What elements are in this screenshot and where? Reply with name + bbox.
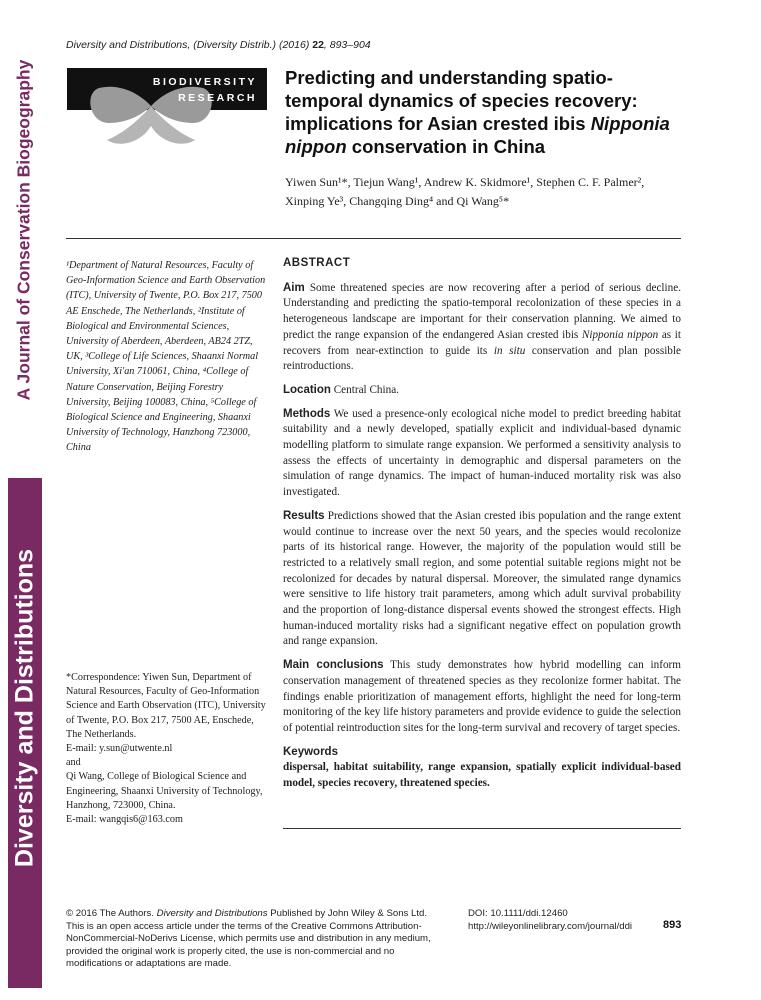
correspondence <box>66 671 266 827</box>
article-title <box>285 66 685 158</box>
journal-volume: 22 <box>312 39 324 51</box>
aim-text-2: as it recovers from near-extinction to guide its <box>283 328 681 357</box>
journal-pages: , 893–904 <box>323 39 371 51</box>
spine-subtitle: A Journal of Conservation Biogeography <box>13 59 34 401</box>
section-logo <box>67 68 267 152</box>
title-text: Predicting and understanding spatio-temporal dynamics of species recovery: implications for Asian crested ibis <box>285 67 638 134</box>
abstract-divider <box>283 828 681 829</box>
aim-text-3: conservation and plan possible reintroductions. <box>283 344 681 373</box>
methods-label: Methods <box>283 407 331 420</box>
copyright-notice <box>66 908 444 971</box>
spine-journal-name: Diversity and Distributions <box>10 548 39 868</box>
journal-citation-prefix: Diversity and Distributions, (Diversity Distrib.) (2016) <box>66 39 313 51</box>
affiliations: ¹Department of Natural Resources, Faculty of Geo-Information Science and Earth Observation (ITC), University of Twente, P.O. Box 217, 7500 AE Enschede, The Netherlands, ²Institute of Biological and Environmental Sciences, University of Aberdeen, Aberdeen, AB24 2TZ, UK, ³College of Life Sciences, Shaanxi Normal University, Xi'an 710061, China, ⁴College of Nature Conservation, Beijing Forestry University, Beijing 100083, China, ⁵College of Biological Science and Engineering, Shaanxi University of Technology, Hanzhong 723000, China <box>66 260 266 454</box>
results-label: Results <box>283 509 325 522</box>
logo-label-biodiversity: BIODIVERSITY <box>152 76 257 88</box>
abstract-heading: ABSTRACT <box>283 257 351 269</box>
location-label: Location <box>283 383 331 396</box>
correspondence-email-2[interactable]: E-mail: wangqis6@163.com <box>66 814 183 826</box>
methods-text: We used a presence-only ecological niche model to predict breeding habitat suitability and a newly developed, spatially explicit and individual-based dynamic modelling platform to simulate range expansion. We performed a sensitivity analysis to assess the effects of uncertainty in demographic and dispersal parameters on the simulation of range dynamics. The impact of human-induced mortality risk was also investigated. <box>283 407 681 499</box>
correspondence-author-2: Qi Wang, College of Biological Science and Engineering, Shaanxi University of Technology, Hanzhong, 723000, China. <box>66 771 263 811</box>
copyright-journal: Diversity and Distributions <box>156 908 268 919</box>
location-text: Central China. <box>330 383 399 396</box>
journal-citation <box>66 39 371 51</box>
title-species: Nipponia nippon <box>285 113 670 157</box>
article-identifiers <box>468 908 648 933</box>
abstract-location <box>283 383 681 399</box>
aim-label: Aim <box>283 281 305 294</box>
doi[interactable]: DOI: 10.1111/ddi.12460 <box>468 908 568 919</box>
journal-spine <box>0 0 46 1000</box>
abstract-keywords <box>283 745 681 792</box>
journal-url[interactable]: http://wileyonlinelibrary.com/journal/ddi <box>468 920 633 932</box>
author-list: Yiwen Sun¹*, Tiejun Wang¹, Andrew K. Skidmore¹, Stephen C. F. Palmer², Xinping Ye³, Changqing Ding⁴ and Qi Wang⁵* <box>285 175 645 208</box>
correspondence-and: and <box>66 757 81 769</box>
conclusions-label: Main conclusions <box>283 659 384 672</box>
aim-text: Some threatened species are now recovering after a period of serious decline. Understanding and predicting the spatio-temporal recolonization of these species in a heterogeneous landscape are important for their conservation planning. We aimed to predict the range expansion of the endangered Asian crested ibis <box>283 281 681 341</box>
abstract-results <box>283 509 681 650</box>
abstract-methods <box>283 407 681 501</box>
keywords-text: dispersal, habitat suitability, range expansion, spatially explicit individual-based model, species recovery, threatened species. <box>283 761 681 790</box>
abstract-aim <box>283 281 681 375</box>
keywords-label: Keywords <box>283 745 338 758</box>
page-number: 893 <box>663 919 682 931</box>
abstract-conclusions <box>283 658 681 737</box>
copyright-text: © 2016 The Authors. <box>66 908 157 919</box>
abstract <box>283 256 681 792</box>
logo-label-research: RESEARCH <box>178 92 257 104</box>
header-divider <box>66 238 681 239</box>
title-text-end: conservation in China <box>346 136 546 157</box>
correspondence-email-1[interactable]: E-mail: y.sun@utwente.nl <box>66 743 173 755</box>
results-text: Predictions showed that the Asian crested ibis population and the range extent would continue to increase over the next 50 years, and the species would recolonize parts of its historical range. However, the majority of the population would still be restricted to a relatively small region, and some potential suitable regions might not be recolonized for decades by natural dispersal. Moreover, the simulated range dynamics were sensitive to life history trait parameters, among which adult survival probability and the proportion of long-distance dispersal events showed the strongest effects. High human-induced mortality risks had a significant negative effect on population growth and range expansion. <box>283 509 681 648</box>
aim-species: Nipponia nippon <box>581 328 659 341</box>
conclusions-text: This study demonstrates how hybrid modelling can inform conservation management of threatened species as they recolonize former habitat. The findings enable prioritization of management efforts, highlight the need for long-term monitoring of the key life history parameters and provide evidence to guide the selection of potential reintroduction sites for the long-term survival and recovery of target species. <box>283 659 681 734</box>
aim-insitu: in situ <box>493 344 526 357</box>
correspondence-author-1: *Correspondence: Yiwen Sun, Department of Natural Resources, Faculty of Geo-Information Science and Earth Observation (ITC), University of Twente, P.O. Box 217, 7500 AE, Enschede, The Netherlands. <box>66 672 266 740</box>
copyright-license: Published by John Wiley & Sons Ltd. This is an open access article under the terms of the Creative Commons Attribution-NonCommercial-NoDerivs License, which permits use and distribution in any medium, provided the original work is properly cited, the use is non-commercial and no modifications or adaptations are made. <box>66 908 431 969</box>
